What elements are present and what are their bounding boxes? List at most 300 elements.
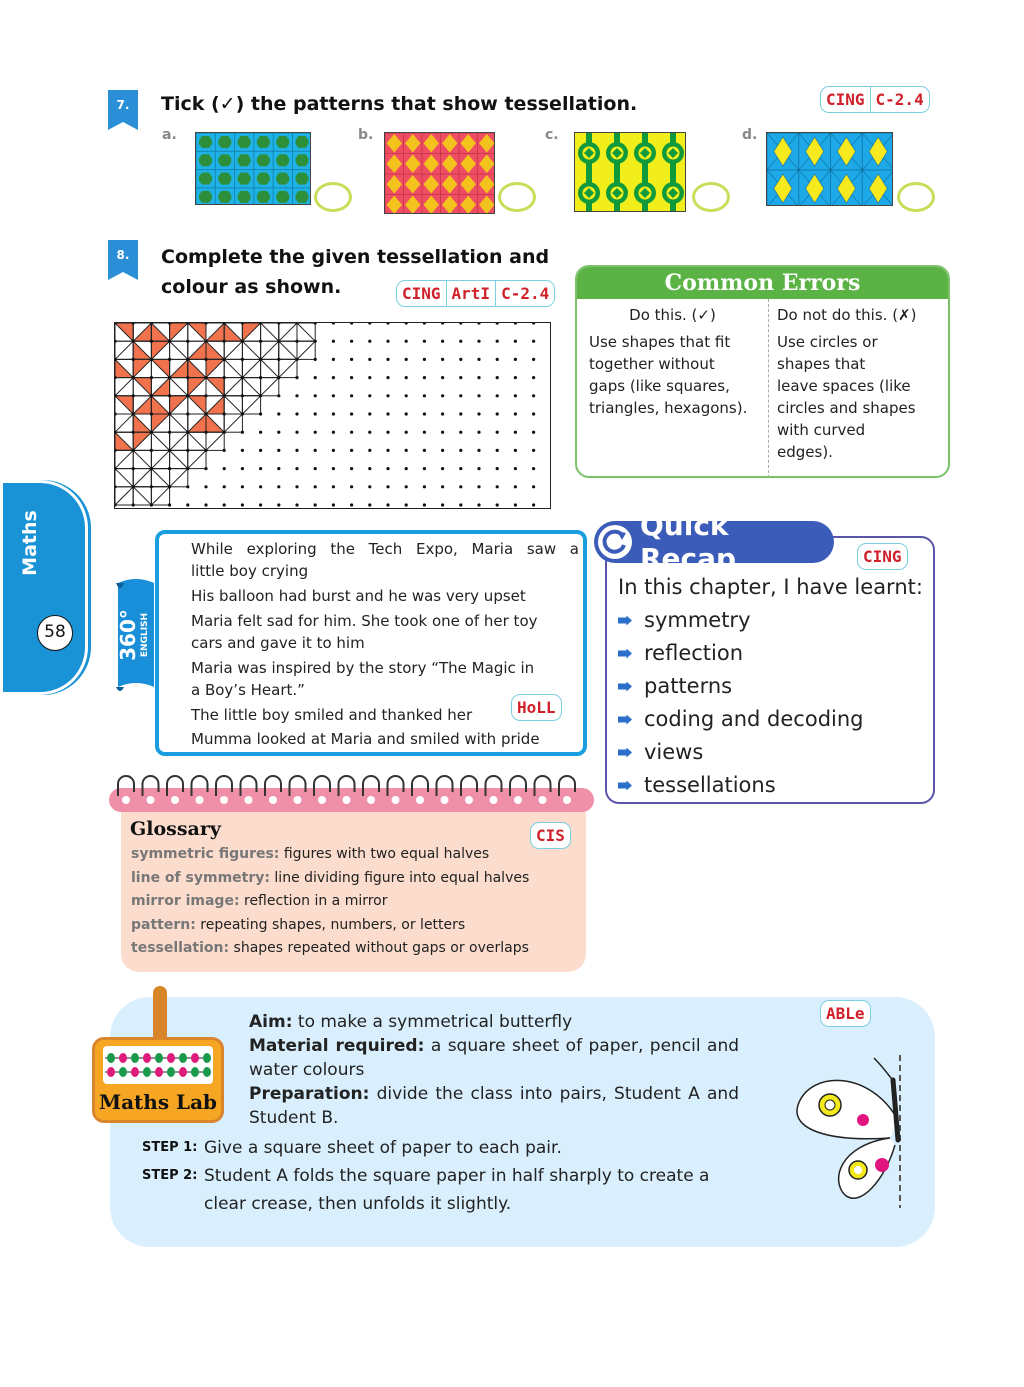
grid-dot (241, 358, 244, 361)
glossary-term: symmetric figures: (131, 846, 280, 862)
step-text: clear crease, then unfolds it slightly. (204, 1194, 512, 1214)
side-tab (0, 480, 88, 695)
question-number-8: 8. (108, 240, 138, 272)
abacus-icon (92, 1037, 224, 1123)
grid-dot (532, 467, 535, 470)
grid-dot (314, 376, 317, 379)
grid-dot (496, 323, 499, 325)
grid-dot (204, 503, 207, 506)
abacus-bead (119, 1067, 127, 1077)
subject-label: Maths (19, 510, 41, 576)
grid-dot (368, 449, 371, 452)
tessellation-tile (242, 378, 260, 396)
grid-dot (132, 412, 135, 415)
recap-item-text: symmetry (644, 608, 751, 632)
grid-dot (332, 431, 335, 434)
do-not-line: shapes that (777, 355, 866, 373)
grid-dot (223, 376, 226, 379)
grid-dot (368, 394, 371, 397)
abacus-bead (107, 1067, 115, 1077)
abacus-bead (131, 1053, 139, 1063)
grid-dot (496, 467, 499, 470)
grid-dot (150, 485, 153, 488)
grid-dot (295, 394, 298, 397)
binding-hole (122, 796, 130, 804)
recap-item (618, 670, 928, 703)
recap-intro: In this chapter, I have learnt: (618, 575, 923, 599)
binding-hole (147, 796, 155, 804)
pattern-b-image (384, 132, 495, 214)
grid-dot (223, 467, 226, 470)
grid-dot (368, 431, 371, 434)
quick-recap-content (618, 572, 928, 802)
grid-dot (150, 394, 153, 397)
grid-dot (132, 467, 135, 470)
tag-cing: CING (826, 90, 865, 109)
grid-dot (132, 449, 135, 452)
grid-dot (168, 358, 171, 361)
binding-hole (367, 796, 375, 804)
step-label: STEP 2: (142, 1168, 198, 1183)
maths-lab-title: Maths Lab (98, 1090, 218, 1114)
tessellation-tile (242, 341, 260, 359)
tessellation-tile (188, 323, 206, 341)
glossary-entry (131, 890, 581, 914)
binding-hole (294, 796, 302, 804)
grid-dot (115, 485, 117, 488)
grid-dot (514, 412, 517, 415)
grid-dot (423, 358, 426, 361)
tessellation-tile (115, 487, 133, 505)
grid-dot (514, 376, 517, 379)
glossary-term: line of symmetry: (131, 869, 270, 886)
grid-dot (532, 340, 535, 343)
tessellation-tile (261, 341, 279, 359)
grid-dot (532, 431, 535, 434)
abacus-beads-icon (103, 1046, 213, 1084)
grid-dot (132, 340, 135, 343)
glossary-definition: figures with two equal halves (283, 846, 490, 862)
answer-oval-b[interactable] (498, 182, 536, 212)
spiral-ring (363, 776, 379, 796)
grid-dot (441, 412, 444, 415)
binding-hole (343, 796, 351, 804)
grid-dot (277, 503, 280, 506)
pattern-c-image (574, 132, 686, 212)
story-line: cars and gave it to him (191, 634, 365, 652)
glossary-definition: repeating shapes, numbers, or letters (200, 916, 466, 933)
grid-dot (459, 358, 462, 361)
grid-dot (277, 358, 280, 361)
grid-dot (168, 431, 171, 434)
tessellation-tile (133, 450, 151, 468)
grid-dot (532, 412, 535, 415)
grid-dot (332, 376, 335, 379)
do-not-line: leave spaces (like (777, 377, 911, 395)
grid-dot (332, 340, 335, 343)
grid-dot (496, 412, 499, 415)
aim-row (249, 1010, 739, 1034)
grid-dot (241, 376, 244, 379)
grid-dot (386, 394, 389, 397)
grid-dot (423, 376, 426, 379)
binding-hole (245, 796, 253, 804)
answer-oval-a[interactable] (314, 182, 352, 212)
grid-dot (459, 485, 462, 488)
circle-chain-pattern-c (575, 133, 686, 212)
grid-dot (186, 394, 189, 397)
step-1 (142, 1134, 742, 1162)
spiral-ring (216, 776, 232, 796)
refresh-icon (598, 525, 632, 559)
answer-oval-d[interactable] (897, 182, 935, 212)
grid-dot (332, 485, 335, 488)
grid-dot (277, 431, 280, 434)
grid-dot (223, 340, 226, 343)
tessellation-tile (170, 432, 188, 450)
grid-dot (332, 449, 335, 452)
grid-dot (477, 340, 480, 343)
diamond-pattern-b (385, 133, 495, 214)
grid-dot (115, 340, 117, 343)
abacus-bead (203, 1067, 211, 1077)
tessellation-tile (133, 378, 151, 396)
binding-hole (563, 796, 571, 804)
spiral-ring (559, 776, 575, 796)
tag-arti: ArtI (446, 281, 496, 306)
tessellation-tile (188, 450, 206, 468)
grid-dot (259, 340, 262, 343)
grid-dot (168, 394, 171, 397)
prep-text: divide the class into pairs, Student A and (376, 1084, 739, 1104)
arrow-bullet-icon (618, 748, 632, 758)
grid-dot (223, 431, 226, 434)
tessellation-tile (188, 414, 206, 432)
grid-dot (132, 431, 135, 434)
tessellation-tile (242, 359, 260, 377)
abacus-stand (153, 986, 167, 1042)
tag-cing: CING (863, 547, 902, 566)
grid-dot (477, 503, 480, 506)
tessellation-tile (206, 414, 224, 432)
tessellation-tile (188, 359, 206, 377)
tessellation-tile (206, 432, 224, 450)
tessellation-tile (133, 487, 151, 505)
tessellation-tile (224, 323, 242, 341)
recap-item-text: reflection (644, 641, 744, 665)
tessellation-tile (151, 359, 169, 377)
grid-dot (350, 431, 353, 434)
abacus-bead (179, 1067, 187, 1077)
tessellation-tile (170, 396, 188, 414)
question-8-text-line2: colour as shown. (161, 276, 342, 298)
grid-dot (150, 358, 153, 361)
grid-dot (132, 358, 135, 361)
grid-dot (277, 376, 280, 379)
grid-dot (259, 467, 262, 470)
binding-hole (441, 796, 449, 804)
grid-dot (386, 323, 389, 325)
page-number: 58 (37, 615, 73, 651)
grid-dot (496, 376, 499, 379)
grid-dot (186, 340, 189, 343)
glossary-term: mirror image: (131, 893, 240, 909)
abacus-bead (203, 1053, 211, 1063)
grid-dot (459, 394, 462, 397)
grid-dot (223, 485, 226, 488)
do-this-line: gaps (like squares, (589, 377, 730, 395)
grid-dot (514, 485, 517, 488)
binding-hole (539, 796, 547, 804)
story-line: Maria was inspired by the story “The Magic in (191, 659, 535, 677)
tessellation-tile (133, 341, 151, 359)
grid-dot (314, 467, 317, 470)
grid-dot (295, 449, 298, 452)
grid-dot (514, 340, 517, 343)
step-2-cont (142, 1190, 742, 1218)
tessellation-tile (133, 323, 151, 341)
grid-dot (477, 358, 480, 361)
grid-dot (368, 503, 371, 506)
grid-dot (514, 394, 517, 397)
grid-dot (532, 449, 535, 452)
tessellation-tile (115, 450, 133, 468)
grid-dot (477, 323, 480, 325)
grid-dot (204, 431, 207, 434)
tessellation-tile (279, 359, 297, 377)
tessellation-tile (242, 323, 260, 341)
grid-dot (295, 376, 298, 379)
grid-dot (295, 340, 298, 343)
grid-dot (368, 376, 371, 379)
binding-hole (416, 796, 424, 804)
grid-dot (459, 323, 462, 325)
grid-dot (204, 358, 207, 361)
tag-c24: C-2.4 (495, 281, 554, 306)
tessellation-dot-grid[interactable] (114, 322, 551, 509)
aim-text: to make a symmetrical butterfly (297, 1012, 573, 1032)
grid-dot (259, 358, 262, 361)
grid-dot (150, 449, 153, 452)
do-not-line: circles and shapes (777, 399, 916, 417)
grid-dot (532, 503, 535, 506)
common-errors-header: Common Errors (577, 267, 948, 299)
grid-dot (405, 376, 408, 379)
grid-dot (115, 412, 117, 415)
grid-dot (477, 412, 480, 415)
grid-dot (386, 358, 389, 361)
story-line: While exploring the Tech Expo, Maria saw a (191, 540, 579, 558)
story-line: a Boy’s Heart.” (191, 681, 305, 699)
do-this-line: together without (589, 355, 715, 373)
grid-dot (423, 412, 426, 415)
grid-dot (350, 323, 353, 325)
binding-hole (392, 796, 400, 804)
tessellation-tile (170, 378, 188, 396)
grid-dot (295, 412, 298, 415)
grid-dot (204, 449, 207, 452)
grid-dot (186, 449, 189, 452)
grid-dot (368, 485, 371, 488)
grid-dot (277, 340, 280, 343)
grid-dot (386, 503, 389, 506)
tessellation-tile (261, 323, 279, 341)
grid-dot (532, 376, 535, 379)
tag-holl: HoLL (517, 698, 556, 717)
tessellation-tile (261, 359, 279, 377)
glossary-entry (131, 914, 581, 938)
grid-dot (386, 449, 389, 452)
grid-dot (459, 431, 462, 434)
grid-dot (423, 340, 426, 343)
grid-dot (477, 431, 480, 434)
abacus-bead (155, 1053, 163, 1063)
grid-dot (532, 323, 535, 325)
abacus-bead (143, 1053, 151, 1063)
grid-dot (295, 358, 298, 361)
grid-dot (259, 376, 262, 379)
binding-hole (220, 796, 228, 804)
grid-dot (168, 340, 171, 343)
grid-dot (368, 340, 371, 343)
grid-dot (441, 323, 444, 325)
grid-dot (405, 467, 408, 470)
tessellation-tile (170, 323, 188, 341)
grid-dot (350, 376, 353, 379)
grid-dot (150, 431, 153, 434)
grid-dot (514, 431, 517, 434)
grid-dot (132, 485, 135, 488)
grid-dot (168, 485, 171, 488)
prep-label: Preparation: (249, 1084, 370, 1104)
answer-oval-c[interactable] (692, 182, 730, 212)
grid-dot (332, 467, 335, 470)
grid-dot (150, 467, 153, 470)
grid-dot (259, 503, 262, 506)
grid-dot (186, 376, 189, 379)
grid-dot (295, 485, 298, 488)
grid-dot (277, 412, 280, 415)
option-d-label: d. (742, 127, 758, 143)
do-not-column (769, 299, 948, 478)
grid-dot (496, 485, 499, 488)
grid-dot (386, 412, 389, 415)
grid-dot (259, 449, 262, 452)
tessellation-tile (133, 469, 151, 487)
glossary-entry (131, 937, 581, 961)
grid-dot (459, 376, 462, 379)
grid-dot (423, 503, 426, 506)
grid-dot (186, 412, 189, 415)
tessellation-tile (297, 341, 315, 359)
recap-item-text: coding and decoding (644, 707, 864, 731)
spiral-rings (112, 772, 592, 812)
grid-dot (496, 394, 499, 397)
grid-dot (368, 358, 371, 361)
tessellation-tile (133, 414, 151, 432)
tessellation-tile (224, 396, 242, 414)
tessellation-tile (206, 378, 224, 396)
glossary-term: tessellation: (131, 940, 230, 956)
tessellation-grid-svg (115, 323, 549, 507)
grid-dot (459, 449, 462, 452)
tessellation-tile (170, 341, 188, 359)
common-errors-box (575, 265, 950, 478)
grid-dot (314, 323, 317, 325)
competency-tag-recap (857, 543, 908, 570)
step-text: Give a square sheet of paper to each pair. (204, 1138, 562, 1158)
grid-dot (332, 412, 335, 415)
grid-dot (477, 449, 480, 452)
glossary-definition: shapes repeated without gaps or overlaps (233, 940, 529, 956)
tessellation-tile (151, 378, 169, 396)
grid-dot (314, 358, 317, 361)
tessellation-tile (151, 414, 169, 432)
tessellation-tile (170, 359, 188, 377)
grid-dot (496, 358, 499, 361)
grid-dot (405, 412, 408, 415)
grid-dot (314, 431, 317, 434)
grid-dot (441, 376, 444, 379)
glossary-entry (131, 843, 581, 867)
grid-dot (405, 449, 408, 452)
grid-dot (441, 431, 444, 434)
competency-tag-q7 (820, 86, 930, 113)
spiral-ring (461, 776, 477, 796)
grid-dot (277, 394, 280, 397)
grid-dot (332, 323, 335, 325)
tessellation-tile (297, 323, 315, 341)
spiral-ring (167, 776, 183, 796)
recap-item (618, 703, 928, 736)
question-number-7: 7. (108, 90, 138, 122)
spiral-ring (388, 776, 404, 796)
grid-dot (441, 358, 444, 361)
tessellation-tile (206, 323, 224, 341)
grid-dot (241, 485, 244, 488)
grid-dot (314, 394, 317, 397)
grid-dot (423, 485, 426, 488)
grid-dot (186, 485, 189, 488)
grid-dot (496, 431, 499, 434)
do-this-column (577, 299, 769, 478)
tessellation-tile (151, 487, 169, 505)
grid-dot (150, 412, 153, 415)
grid-dot (259, 431, 262, 434)
abacus-bead (155, 1067, 163, 1077)
grid-dot (259, 394, 262, 397)
grid-dot (150, 376, 153, 379)
material-row-cont: water colours (249, 1060, 365, 1080)
tessellation-tile (151, 432, 169, 450)
abacus-bead (167, 1053, 175, 1063)
binding-hole (514, 796, 522, 804)
grid-dot (477, 376, 480, 379)
grid-dot (204, 340, 207, 343)
grid-dot (168, 412, 171, 415)
grid-dot (350, 340, 353, 343)
grid-dot (386, 431, 389, 434)
competency-tag-able (820, 1000, 871, 1027)
grid-dot (350, 467, 353, 470)
tessellation-tile (224, 359, 242, 377)
tessellation-tile (188, 341, 206, 359)
badge-360-text: 360° (116, 609, 140, 661)
grid-dot (350, 412, 353, 415)
grid-dot (204, 467, 207, 470)
grid-dot (223, 358, 226, 361)
grid-dot (386, 485, 389, 488)
